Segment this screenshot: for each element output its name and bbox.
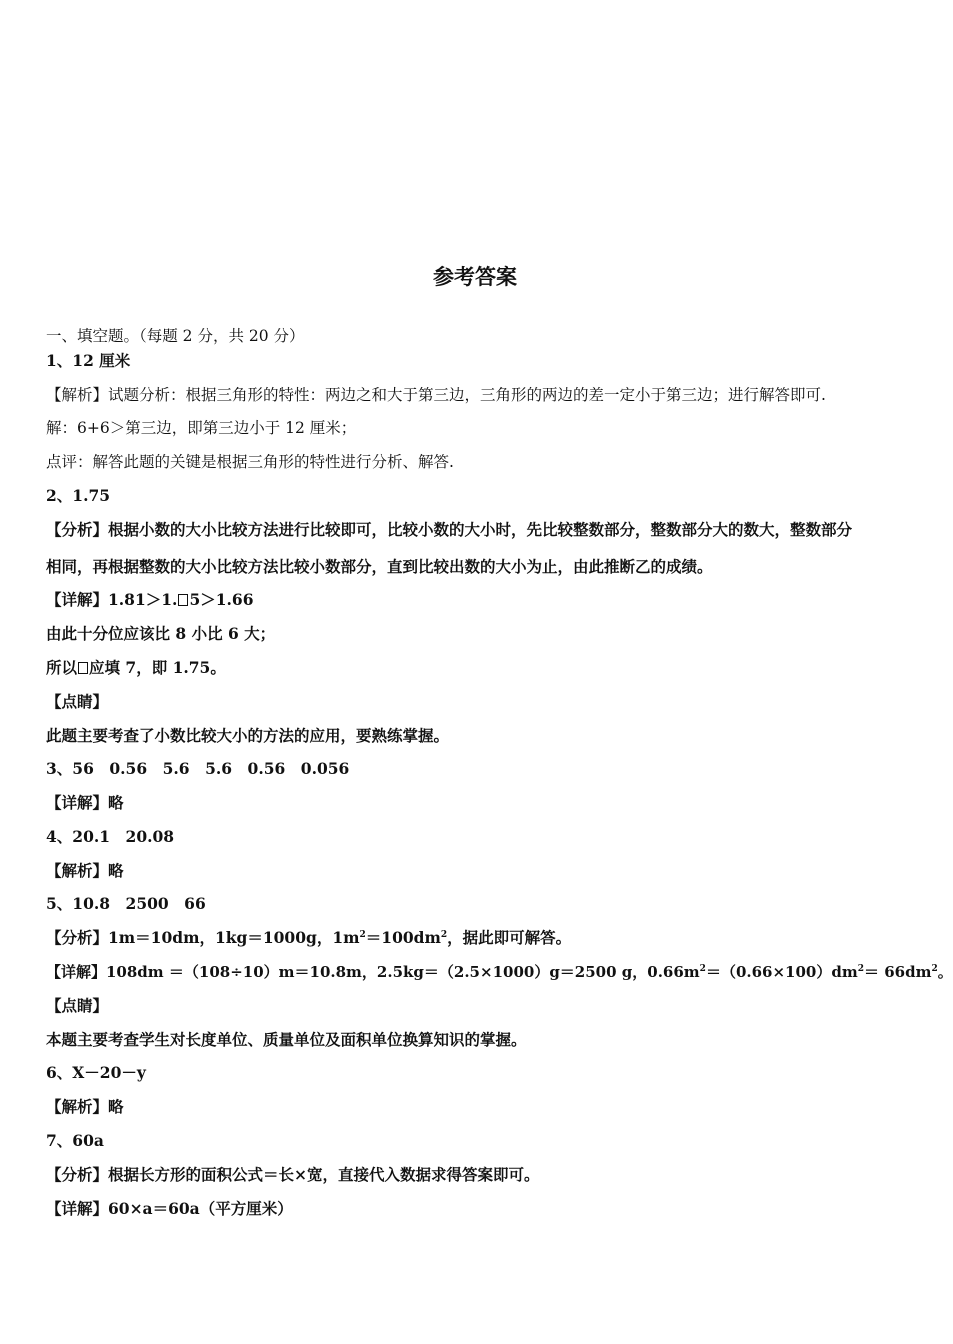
q5-detail-d: 。 xyxy=(937,963,953,981)
superscript: 2 xyxy=(931,964,938,974)
q2-detail xyxy=(46,590,253,610)
blank-box-icon xyxy=(78,662,88,674)
q2-answer: 2、1.75 xyxy=(46,486,111,505)
q5-detail xyxy=(46,962,953,982)
q2-detail-suffix: 5＞1.66 xyxy=(189,590,254,609)
q1-answer: 1、12 厘米 xyxy=(46,351,131,370)
q7-answer: 7、60a xyxy=(46,1131,104,1150)
q5-analysis-c: ，据此即可解答。 xyxy=(447,928,572,947)
q1-analysis: 【解析】试题分析：根据三角形的特性：两边之和大于第三边，三角形的两边的差一定小于第三边；进行解答即可. xyxy=(46,386,826,404)
q4-analysis: 【解析】略 xyxy=(46,861,124,880)
q2-line3: 由此十分位应该比 8 小比 6 大； xyxy=(46,624,276,643)
q2-detail-prefix: 【详解】1.81＞1. xyxy=(46,590,178,609)
q5-detail-a: 【详解】108dm ＝（108÷10）m＝10.8m，2.5kg＝（2.5×1000）g＝2500 g，0.66m xyxy=(46,963,700,981)
q2-analysis-line1: 【分析】根据小数的大小比较方法进行比较即可，比较小数的大小时，先比较整数部分，整数部分大的数大，整数部分 xyxy=(46,520,853,539)
q5-tip-label: 【点睛】 xyxy=(46,996,109,1015)
q5-detail-b: ＝（0.66×100）dm xyxy=(705,963,858,981)
q1-comment: 点评：解答此题的关键是根据三角形的特性进行分析、解答. xyxy=(46,453,454,471)
q2-line4 xyxy=(46,658,226,678)
superscript: 2 xyxy=(359,930,366,940)
q7-analysis: 【分析】根据长方形的面积公式＝长×宽，直接代入数据求得答案即可。 xyxy=(46,1165,540,1184)
q5-answer: 5、10.8 2500 66 xyxy=(46,894,206,913)
page-title: 参考答案 xyxy=(433,265,517,289)
q2-tip: 此题主要考查了小数比较大小的方法的应用，要熟练掌握。 xyxy=(46,726,450,745)
q5-detail-c: ＝ 66dm xyxy=(863,963,932,981)
q2-analysis-line2: 相同，再根据整数的大小比较方法比较小数部分，直到比较出数的大小为止，由此推断乙的成绩。 xyxy=(46,557,713,576)
blank-box-icon xyxy=(178,594,188,606)
q5-tip: 本题主要考查学生对长度单位、质量单位及面积单位换算知识的掌握。 xyxy=(46,1030,527,1049)
section-heading: 一、填空题。（每题 2 分，共 20 分） xyxy=(46,327,305,345)
q2-line4-suffix: 应填 7，即 1.75。 xyxy=(89,658,226,677)
superscript: 2 xyxy=(857,964,864,974)
q3-detail: 【详解】略 xyxy=(46,793,124,812)
q6-analysis: 【解析】略 xyxy=(46,1097,124,1116)
q7-detail: 【详解】60×a＝60a（平方厘米） xyxy=(46,1199,293,1218)
q5-analysis-a: 【分析】1m＝10dm，1kg＝1000g，1m xyxy=(46,928,360,947)
superscript: 2 xyxy=(699,964,706,974)
superscript: 2 xyxy=(440,930,448,940)
q3-answer: 3、56 0.56 5.6 5.6 0.56 0.056 xyxy=(46,759,350,778)
q1-solution: 解：6+6＞第三边，即第三边小于 12 厘米； xyxy=(46,419,357,437)
q2-line4-prefix: 所以 xyxy=(46,658,78,677)
q2-tip-label: 【点睛】 xyxy=(46,692,109,711)
q5-analysis-b: ＝100dm xyxy=(365,928,441,947)
q5-analysis xyxy=(46,928,571,948)
q4-answer: 4、20.1 20.08 xyxy=(46,827,175,846)
q6-answer: 6、X－20－y xyxy=(46,1063,146,1082)
